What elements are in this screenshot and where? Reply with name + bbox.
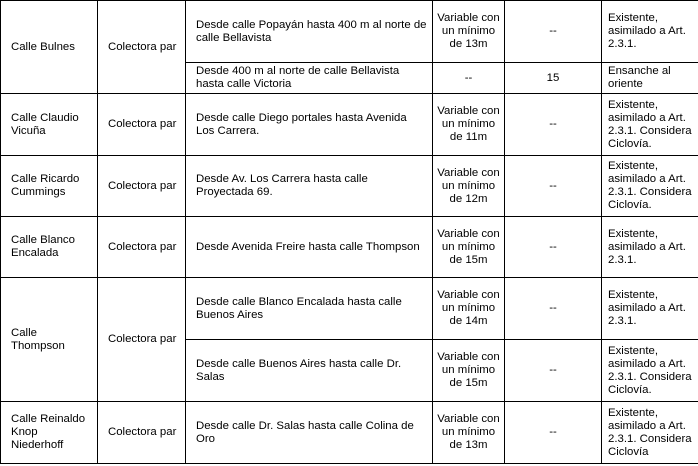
observation-cell	[602, 340, 698, 402]
widening-cell	[505, 217, 602, 278]
road-type-cell	[98, 402, 186, 464]
road-type: Colectora par	[108, 179, 177, 192]
widening-text: --	[549, 118, 557, 130]
segment-cell	[186, 63, 433, 94]
widening-cell	[505, 1, 602, 63]
table-row	[1, 1, 698, 63]
segment-text: Desde Av. Los Carrera hasta calle Proyectada 69.	[196, 173, 368, 198]
observation-text: Existente, asimilado a Art. 2.3.1. Considera Ciclovía.	[608, 160, 692, 211]
width-cell	[433, 1, 505, 63]
observation-text: Existente, asimilado a Art. 2.3.1. Considera Ciclovía.	[608, 98, 692, 150]
widening-text: --	[549, 240, 557, 253]
segment-text: Desde calle Blanco Encalada hasta calle Buenos Aires	[196, 295, 402, 321]
segment-cell	[186, 278, 433, 340]
segment-cell	[186, 1, 433, 63]
width-cell	[433, 217, 505, 278]
observation-cell	[602, 217, 698, 278]
observation-text: Existente, asimilado a Art. 2.3.1. Considera Ciclovía.	[608, 344, 692, 396]
segment-text: Desde 400 m al norte de calle Bellavista hasta calle Victoria	[196, 65, 400, 90]
segment-cell	[186, 340, 433, 402]
observation-cell	[602, 278, 698, 340]
street-name-cell	[1, 156, 98, 217]
road-type: Colectora par	[108, 118, 177, 130]
width-text: Variable con un mínimo de 15m	[437, 351, 500, 389]
segment-text: Desde calle Buenos Aires hasta calle Dr. Salas	[196, 357, 402, 383]
width-text: Variable con un mínimo de 13m	[437, 413, 500, 451]
road-type: Colectora par	[108, 240, 177, 253]
observation-cell	[602, 156, 698, 217]
widening-text: --	[549, 179, 557, 192]
street-name: Calle Claudio Vicuña	[11, 111, 79, 137]
observation-text: Existente, asimilado a Art. 2.3.1.	[608, 12, 686, 50]
road-type-cell	[98, 156, 186, 217]
widening-cell	[505, 402, 602, 464]
observation-text: Existente, asimilado a Art. 2.3.1.	[608, 227, 686, 266]
segment-cell	[186, 402, 433, 464]
width-text: Variable con un mínimo de 11m	[437, 105, 500, 143]
observation-cell	[602, 402, 698, 464]
segment-cell	[186, 156, 433, 217]
street-name: Calle Reinaldo Knop Niederhoff	[11, 413, 86, 451]
widening-cell	[505, 94, 602, 156]
segment-cell	[186, 94, 433, 156]
observation-cell	[602, 63, 698, 94]
segment-text: Desde calle Dr. Salas hasta calle Colina de Oro	[196, 419, 414, 445]
observation-text: Existente, asimilado a Art. 2.3.1. Considera Ciclovía	[608, 406, 692, 458]
table-row	[1, 217, 698, 278]
table-row	[1, 402, 698, 464]
width-cell	[433, 340, 505, 402]
observation-cell	[602, 1, 698, 63]
widening-cell	[505, 278, 602, 340]
width-cell	[433, 63, 505, 94]
observation-text: Ensanche al oriente	[608, 65, 671, 90]
road-type-cell	[98, 94, 186, 156]
width-text: Variable con un mínimo de 14m	[437, 289, 500, 327]
observation-cell	[602, 94, 698, 156]
street-name: Calle Bulnes	[11, 40, 75, 53]
width-text: Variable con un mínimo de 13m	[437, 12, 500, 50]
road-type-cell	[98, 217, 186, 278]
widening-text: --	[549, 25, 557, 37]
width-cell	[433, 94, 505, 156]
width-text: --	[464, 71, 473, 84]
street-name: Calle Ricardo Cummings	[11, 173, 80, 198]
width-cell	[433, 156, 505, 217]
street-name-cell	[1, 402, 98, 464]
width-cell	[433, 402, 505, 464]
table-row	[1, 278, 698, 340]
widening-text: --	[549, 426, 557, 438]
segment-text: Desde calle Diego portales hasta Avenida Los Carrera.	[196, 111, 407, 137]
road-type-cell	[98, 1, 186, 94]
segment-text: Desde Avenida Freire hasta calle Thompson	[196, 240, 420, 253]
segment-cell	[186, 217, 433, 278]
street-name-cell	[1, 217, 98, 278]
widening-cell	[505, 340, 602, 402]
road-type: Colectora par	[108, 40, 177, 53]
street-name-cell	[1, 1, 98, 94]
widening-cell	[505, 63, 602, 94]
road-type: Colectora par	[108, 333, 177, 345]
table-row	[1, 156, 698, 217]
observation-text: Existente, asimilado a Art. 2.3.1.	[608, 289, 686, 327]
street-name: Calle Blanco Encalada	[11, 234, 75, 259]
street-name-cell	[1, 278, 98, 402]
road-type: Colectora par	[108, 426, 177, 438]
segment-text: Desde calle Popayán hasta 400 m al norte de calle Bellavista	[196, 18, 427, 44]
roads-table-body	[1, 1, 698, 464]
width-text: Variable con un mínimo de 12m	[437, 166, 500, 205]
widening-text: 15	[546, 71, 560, 84]
width-text: Variable con un mínimo de 15m	[437, 227, 500, 266]
widening-text: --	[549, 302, 557, 314]
widening-cell	[505, 156, 602, 217]
street-name-cell	[1, 94, 98, 156]
street-name: Calle Thompson	[11, 326, 65, 352]
widening-text: --	[549, 364, 557, 376]
width-cell	[433, 278, 505, 340]
table-row	[1, 94, 698, 156]
road-type-cell	[98, 278, 186, 402]
